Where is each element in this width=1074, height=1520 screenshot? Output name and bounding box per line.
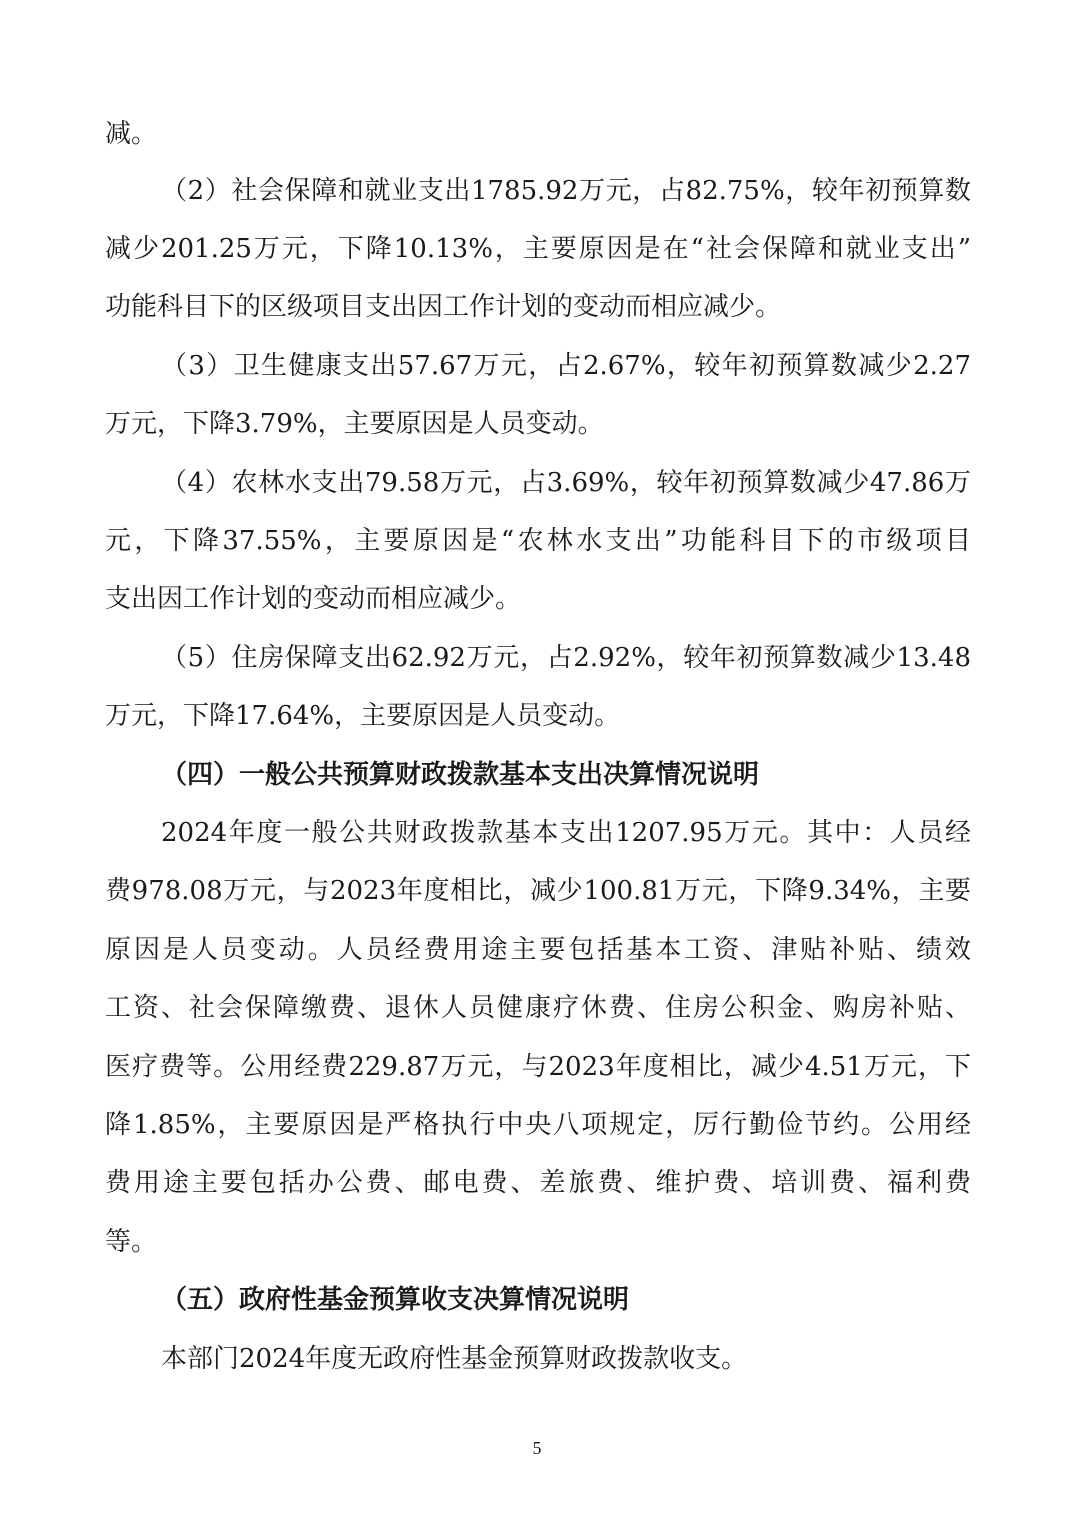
paragraph-line: （4）农林水支出79.58万元，占3.69%，较年初预算数减少47.86万 [161,468,971,498]
paragraph-line: 本部门2024年度无政府性基金预算财政拨款收支。 [161,1344,748,1374]
page-number: 5 [532,1438,542,1458]
paragraph-line: 医疗费等。公用经费229.87万元，与2023年度相比，减少4.51万元，下 [105,1052,971,1082]
paragraph-line: 降1.85%，主要原因是严格执行中央八项规定，厉行勤俭节约。公用经 [105,1110,971,1140]
section-heading: （五）政府性基金预算收支决算情况说明 [161,1285,630,1315]
section-heading: （四）一般公共预算财政拨款基本支出决算情况说明 [161,760,760,790]
paragraph-line: （5）住房保障支出62.92万元，占2.92%，较年初预算数减少13.48 [161,643,971,673]
paragraph-line: 2024年度一般公共财政拨款基本支出1207.95万元。其中：人员经 [161,818,971,848]
paragraph-line: （2）社会保障和就业支出1785.92万元，占82.75%，较年初预算数 [161,176,971,206]
paragraph-line: 等。 [105,1227,158,1257]
paragraph-line: 费978.08万元，与2023年度相比，减少100.81万元，下降9.34%，主要 [105,876,971,906]
paragraph-line: （3）卫生健康支出57.67万元，占2.67%，较年初预算数减少2.27 [161,351,971,381]
paragraph-line: 万元，下降17.64%，主要原因是人员变动。 [105,701,621,731]
paragraph-line: 工资、社会保障缴费、退休人员健康疗休费、住房公积金、购房补贴、 [105,993,971,1023]
paragraph-line: 减。 [105,119,158,149]
paragraph-line: 元，下降37.55%，主要原因是“农林水支出”功能科目下的市级项目 [105,526,971,556]
paragraph-line: 减少201.25万元，下降10.13%，主要原因是在“社会保障和就业支出” [105,234,971,264]
paragraph-line: 支出因工作计划的变动而相应减少。 [105,584,522,614]
paragraph-line: 功能科目下的区级项目支出因工作计划的变动而相应减少。 [105,292,782,322]
paragraph-line: 费用途主要包括办公费、邮电费、差旅费、维护费、培训费、福利费 [105,1168,971,1198]
paragraph-line: 万元，下降3.79%，主要原因是人员变动。 [105,409,604,439]
paragraph-line: 原因是人员变动。人员经费用途主要包括基本工资、津贴补贴、绩效 [105,935,971,965]
